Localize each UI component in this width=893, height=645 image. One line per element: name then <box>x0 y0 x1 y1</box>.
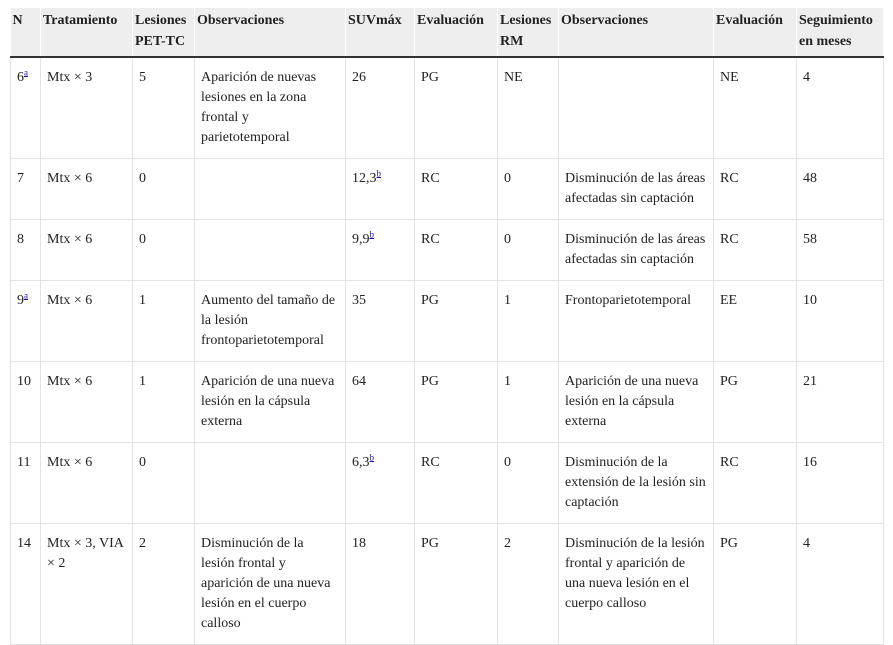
table-row <box>11 524 884 645</box>
cell-seguimiento: 58 <box>797 220 884 281</box>
cell-n <box>11 57 41 159</box>
cell-evaluacion-rm: PG <box>714 524 797 645</box>
cell-observaciones-rm: Disminución de las áreas afectadas sin captación <box>559 159 714 220</box>
col-header-observaciones-rm: Observaciones <box>559 8 714 57</box>
cell-evaluacion-pet: PG <box>415 524 498 645</box>
cell-n: 14 <box>11 524 41 645</box>
cell-n <box>11 281 41 362</box>
cell-seguimiento: 16 <box>797 443 884 524</box>
cell-suvmax <box>346 220 415 281</box>
cell-suvmax-value: 35 <box>352 293 366 308</box>
footnote-link[interactable]: b <box>376 168 381 179</box>
footnote-link[interactable]: b <box>369 229 374 240</box>
cell-suvmax <box>346 57 415 159</box>
results-table-container <box>10 8 883 645</box>
cell-observaciones-rm: Frontoparietotemporal <box>559 281 714 362</box>
col-header-evaluacion-rm: Evaluación <box>714 8 797 57</box>
cell-suvmax-value: 18 <box>352 536 366 551</box>
cell-evaluacion-pet: RC <box>415 220 498 281</box>
cell-observaciones-pet <box>195 220 346 281</box>
cell-observaciones-rm: Disminución de las áreas afectadas sin captación <box>559 220 714 281</box>
cell-evaluacion-rm: NE <box>714 57 797 159</box>
cell-evaluacion-pet: PG <box>415 281 498 362</box>
table-row <box>11 159 884 220</box>
cell-suvmax <box>346 159 415 220</box>
cell-tratamiento: Mtx × 3, VIA × 2 <box>41 524 133 645</box>
cell-lesiones-pet: 0 <box>133 220 195 281</box>
cell-observaciones-pet: Aparición de una nueva lesión en la cápsula externa <box>195 362 346 443</box>
col-header-observaciones-pet: Observaciones <box>195 8 346 57</box>
footnote-link[interactable]: a <box>24 67 28 78</box>
col-header-n: N <box>11 8 41 57</box>
header-row <box>11 8 884 57</box>
cell-suvmax-value: 12,3 <box>352 171 377 186</box>
table-row <box>11 220 884 281</box>
footnote-link[interactable]: a <box>24 290 28 301</box>
cell-observaciones-rm <box>559 57 714 159</box>
cell-evaluacion-pet: PG <box>415 362 498 443</box>
cell-n: 7 <box>11 159 41 220</box>
cell-lesiones-rm: 1 <box>498 362 559 443</box>
cell-seguimiento: 4 <box>797 524 884 645</box>
cell-lesiones-pet: 2 <box>133 524 195 645</box>
col-header-suvmax: SUVmáx <box>346 8 415 57</box>
table-row <box>11 57 884 159</box>
cell-suvmax-value: 6,3 <box>352 455 370 470</box>
cell-suvmax <box>346 362 415 443</box>
cell-tratamiento: Mtx × 3 <box>41 57 133 159</box>
cell-seguimiento: 21 <box>797 362 884 443</box>
cell-observaciones-pet: Aumento del tamaño de la lesión frontoparietotemporal <box>195 281 346 362</box>
cell-evaluacion-pet: RC <box>415 159 498 220</box>
cell-evaluacion-rm: EE <box>714 281 797 362</box>
col-header-evaluacion-pet: Evaluación <box>415 8 498 57</box>
cell-suvmax <box>346 443 415 524</box>
cell-lesiones-rm: 0 <box>498 443 559 524</box>
cell-lesiones-rm: 0 <box>498 159 559 220</box>
cell-lesiones-pet: 1 <box>133 281 195 362</box>
cell-suvmax <box>346 281 415 362</box>
cell-evaluacion-rm: RC <box>714 443 797 524</box>
cell-evaluacion-rm: RC <box>714 220 797 281</box>
cell-tratamiento: Mtx × 6 <box>41 443 133 524</box>
cell-tratamiento: Mtx × 6 <box>41 362 133 443</box>
cell-observaciones-rm: Disminución de la lesión frontal y aparición de una nueva lesión en el cuerpo calloso <box>559 524 714 645</box>
col-header-lesiones-pet-tc: Lesiones PET-TC <box>133 8 195 57</box>
col-header-lesiones-rm: Lesiones RM <box>498 8 559 57</box>
cell-suvmax <box>346 524 415 645</box>
results-table <box>10 8 884 645</box>
cell-tratamiento: Mtx × 6 <box>41 159 133 220</box>
cell-lesiones-pet: 0 <box>133 443 195 524</box>
cell-lesiones-rm: NE <box>498 57 559 159</box>
cell-observaciones-rm: Disminución de la extensión de la lesión sin captación <box>559 443 714 524</box>
cell-evaluacion-pet: PG <box>415 57 498 159</box>
cell-suvmax-value: 9,9 <box>352 232 370 247</box>
cell-lesiones-rm: 1 <box>498 281 559 362</box>
cell-n-value: 9 <box>17 293 24 308</box>
cell-n-value: 6 <box>17 70 24 85</box>
cell-n: 11 <box>11 443 41 524</box>
cell-observaciones-pet <box>195 159 346 220</box>
cell-lesiones-rm: 0 <box>498 220 559 281</box>
cell-observaciones-rm: Aparición de una nueva lesión en la cápsula externa <box>559 362 714 443</box>
cell-n: 10 <box>11 362 41 443</box>
cell-lesiones-pet: 0 <box>133 159 195 220</box>
cell-n: 8 <box>11 220 41 281</box>
cell-seguimiento: 4 <box>797 57 884 159</box>
cell-evaluacion-rm: RC <box>714 159 797 220</box>
cell-evaluacion-pet: RC <box>415 443 498 524</box>
cell-seguimiento: 48 <box>797 159 884 220</box>
cell-observaciones-pet: Aparición de nuevas lesiones en la zona frontal y parietotemporal <box>195 57 346 159</box>
cell-tratamiento: Mtx × 6 <box>41 281 133 362</box>
col-header-seguimiento: Seguimiento en meses <box>797 8 884 57</box>
col-header-tratamiento: Tratamiento <box>41 8 133 57</box>
cell-suvmax-value: 26 <box>352 70 366 85</box>
table-row <box>11 443 884 524</box>
cell-seguimiento: 10 <box>797 281 884 362</box>
cell-lesiones-rm: 2 <box>498 524 559 645</box>
cell-evaluacion-rm: PG <box>714 362 797 443</box>
cell-tratamiento: Mtx × 6 <box>41 220 133 281</box>
cell-suvmax-value: 64 <box>352 374 366 389</box>
cell-observaciones-pet: Disminución de la lesión frontal y aparición de una nueva lesión en el cuerpo calloso <box>195 524 346 645</box>
cell-lesiones-pet: 5 <box>133 57 195 159</box>
cell-observaciones-pet <box>195 443 346 524</box>
table-row <box>11 281 884 362</box>
footnote-link[interactable]: b <box>369 452 374 463</box>
cell-lesiones-pet: 1 <box>133 362 195 443</box>
table-row <box>11 362 884 443</box>
